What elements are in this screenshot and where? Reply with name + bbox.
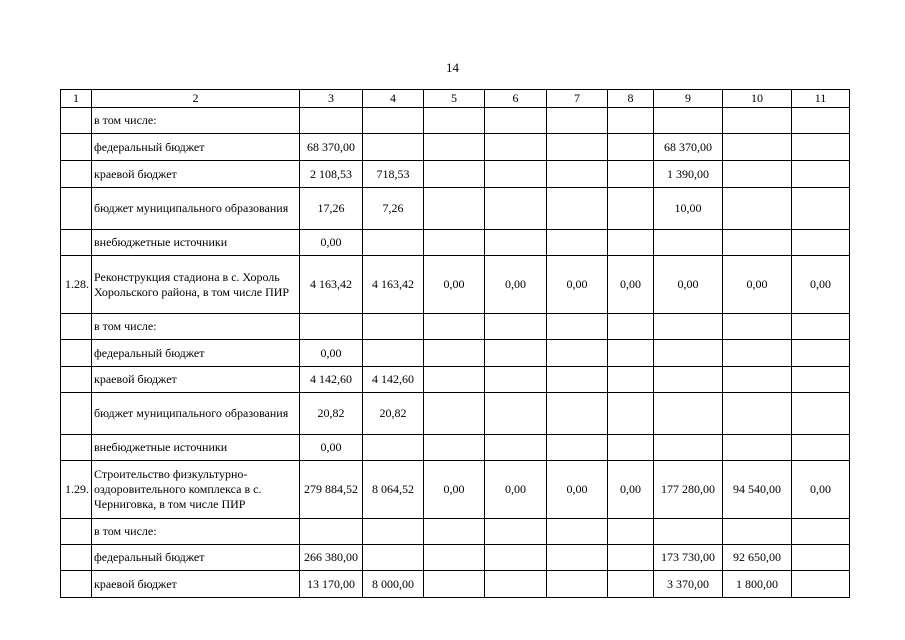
value-cell: 8 000,00	[363, 571, 424, 598]
value-cell	[792, 340, 850, 367]
value-cell	[424, 108, 485, 134]
value-cell: 1 800,00	[723, 571, 792, 598]
value-cell	[723, 108, 792, 134]
value-cell	[654, 435, 723, 461]
value-cell	[792, 545, 850, 571]
value-cell: 0,00	[723, 256, 792, 314]
value-cell: 0,00	[485, 256, 547, 314]
value-cell	[547, 340, 608, 367]
value-cell	[654, 367, 723, 393]
row-number-cell	[61, 519, 92, 545]
value-cell	[654, 314, 723, 340]
row-number-cell	[61, 545, 92, 571]
row-name-cell: Строительство физкультурно-оздоровительного комплекса в с. Черниговка, в том числе ПИР	[92, 461, 300, 519]
value-cell	[424, 435, 485, 461]
row-name-cell: бюджет муниципального образования	[92, 393, 300, 435]
value-cell: 0,00	[300, 340, 363, 367]
value-cell	[792, 519, 850, 545]
value-cell: 0,00	[792, 256, 850, 314]
value-cell: 718,53	[363, 161, 424, 188]
value-cell	[424, 393, 485, 435]
row-number-cell	[61, 161, 92, 188]
value-cell: 17,26	[300, 188, 363, 230]
value-cell	[424, 545, 485, 571]
value-cell	[547, 134, 608, 161]
row-number-cell	[61, 367, 92, 393]
value-cell	[547, 571, 608, 598]
row-number-cell	[61, 134, 92, 161]
value-cell: 4 163,42	[363, 256, 424, 314]
value-cell	[792, 188, 850, 230]
value-cell	[485, 340, 547, 367]
value-cell	[608, 435, 654, 461]
value-cell: 266 380,00	[300, 545, 363, 571]
value-cell	[424, 571, 485, 598]
value-cell	[547, 188, 608, 230]
table-row	[61, 435, 850, 461]
value-cell	[547, 108, 608, 134]
value-cell	[363, 108, 424, 134]
value-cell	[654, 340, 723, 367]
value-cell	[723, 519, 792, 545]
value-cell	[792, 435, 850, 461]
column-header: 11	[792, 90, 850, 108]
value-cell: 0,00	[485, 461, 547, 519]
value-cell	[792, 314, 850, 340]
value-cell: 0,00	[792, 461, 850, 519]
value-cell	[723, 314, 792, 340]
value-cell: 7,26	[363, 188, 424, 230]
table-row	[61, 571, 850, 598]
value-cell	[485, 545, 547, 571]
value-cell	[547, 393, 608, 435]
value-cell: 20,82	[300, 393, 363, 435]
value-cell: 0,00	[300, 435, 363, 461]
value-cell	[300, 519, 363, 545]
row-name-cell: федеральный бюджет	[92, 340, 300, 367]
value-cell	[363, 230, 424, 256]
row-name-cell: внебюджетные источники	[92, 435, 300, 461]
value-cell	[792, 367, 850, 393]
value-cell	[424, 314, 485, 340]
column-header: 9	[654, 90, 723, 108]
value-cell	[363, 545, 424, 571]
value-cell	[363, 435, 424, 461]
value-cell	[723, 161, 792, 188]
table-row	[61, 256, 850, 314]
column-header: 6	[485, 90, 547, 108]
value-cell: 177 280,00	[654, 461, 723, 519]
value-cell: 0,00	[424, 256, 485, 314]
value-cell: 0,00	[547, 461, 608, 519]
value-cell	[485, 230, 547, 256]
value-cell	[485, 519, 547, 545]
row-number-cell	[61, 230, 92, 256]
table-row	[61, 188, 850, 230]
value-cell	[723, 340, 792, 367]
value-cell	[723, 367, 792, 393]
value-cell	[485, 188, 547, 230]
value-cell	[792, 230, 850, 256]
value-cell	[363, 340, 424, 367]
row-name-cell: краевой бюджет	[92, 367, 300, 393]
value-cell: 92 650,00	[723, 545, 792, 571]
column-header: 1	[61, 90, 92, 108]
value-cell	[792, 134, 850, 161]
value-cell	[485, 314, 547, 340]
table-row	[61, 108, 850, 134]
value-cell	[547, 161, 608, 188]
row-number-cell: 1.29.	[61, 461, 92, 519]
row-name-cell: федеральный бюджет	[92, 545, 300, 571]
value-cell: 279 884,52	[300, 461, 363, 519]
value-cell: 13 170,00	[300, 571, 363, 598]
value-cell	[608, 108, 654, 134]
row-number-cell	[61, 108, 92, 134]
value-cell	[424, 340, 485, 367]
value-cell	[547, 545, 608, 571]
value-cell: 0,00	[654, 256, 723, 314]
value-cell	[723, 134, 792, 161]
value-cell: 0,00	[424, 461, 485, 519]
value-cell: 3 370,00	[654, 571, 723, 598]
value-cell: 20,82	[363, 393, 424, 435]
value-cell	[608, 188, 654, 230]
value-cell	[363, 519, 424, 545]
table-row	[61, 545, 850, 571]
column-header: 5	[424, 90, 485, 108]
row-name-cell: в том числе:	[92, 108, 300, 134]
value-cell	[608, 393, 654, 435]
value-cell: 68 370,00	[300, 134, 363, 161]
table-row	[61, 340, 850, 367]
row-number-cell	[61, 435, 92, 461]
row-number-cell: 1.28.	[61, 256, 92, 314]
value-cell	[485, 393, 547, 435]
value-cell: 4 142,60	[300, 367, 363, 393]
value-cell	[485, 108, 547, 134]
value-cell: 1 390,00	[654, 161, 723, 188]
value-cell	[547, 314, 608, 340]
value-cell: 10,00	[654, 188, 723, 230]
value-cell	[485, 367, 547, 393]
value-cell	[608, 340, 654, 367]
table-row	[61, 519, 850, 545]
value-cell	[792, 108, 850, 134]
value-cell: 4 163,42	[300, 256, 363, 314]
value-cell	[608, 314, 654, 340]
value-cell: 2 108,53	[300, 161, 363, 188]
value-cell	[485, 435, 547, 461]
value-cell	[363, 314, 424, 340]
value-cell: 0,00	[608, 461, 654, 519]
column-header-row	[61, 90, 850, 108]
value-cell	[608, 545, 654, 571]
value-cell	[300, 108, 363, 134]
value-cell	[547, 367, 608, 393]
value-cell	[424, 134, 485, 161]
column-header: 4	[363, 90, 424, 108]
table-row	[61, 161, 850, 188]
row-name-cell: в том числе:	[92, 519, 300, 545]
value-cell: 68 370,00	[654, 134, 723, 161]
row-name-cell: бюджет муниципального образования	[92, 188, 300, 230]
value-cell	[424, 230, 485, 256]
value-cell	[424, 367, 485, 393]
table-row	[61, 314, 850, 340]
value-cell	[723, 435, 792, 461]
column-header: 3	[300, 90, 363, 108]
value-cell	[723, 188, 792, 230]
value-cell	[547, 230, 608, 256]
value-cell	[424, 188, 485, 230]
row-name-cell: в том числе:	[92, 314, 300, 340]
row-number-cell	[61, 314, 92, 340]
value-cell	[654, 108, 723, 134]
value-cell	[485, 134, 547, 161]
value-cell	[608, 161, 654, 188]
value-cell: 0,00	[608, 256, 654, 314]
value-cell: 173 730,00	[654, 545, 723, 571]
row-name-cell: Реконструкция стадиона в с. Хороль Хорольского района, в том числе ПИР	[92, 256, 300, 314]
row-name-cell: краевой бюджет	[92, 571, 300, 598]
value-cell	[654, 393, 723, 435]
value-cell	[608, 230, 654, 256]
value-cell	[363, 134, 424, 161]
value-cell	[608, 367, 654, 393]
value-cell: 4 142,60	[363, 367, 424, 393]
table-row	[61, 230, 850, 256]
row-name-cell: федеральный бюджет	[92, 134, 300, 161]
table-row	[61, 134, 850, 161]
row-number-cell	[61, 393, 92, 435]
value-cell	[608, 571, 654, 598]
value-cell	[792, 161, 850, 188]
value-cell	[608, 519, 654, 545]
table-row	[61, 393, 850, 435]
column-header: 2	[92, 90, 300, 108]
value-cell	[300, 314, 363, 340]
row-name-cell: внебюджетные источники	[92, 230, 300, 256]
value-cell	[723, 393, 792, 435]
value-cell: 94 540,00	[723, 461, 792, 519]
value-cell	[608, 134, 654, 161]
row-number-cell	[61, 340, 92, 367]
column-header: 10	[723, 90, 792, 108]
row-number-cell	[61, 188, 92, 230]
value-cell	[424, 161, 485, 188]
value-cell	[485, 571, 547, 598]
value-cell	[792, 393, 850, 435]
value-cell	[654, 519, 723, 545]
page-number: 14	[446, 60, 459, 75]
value-cell: 0,00	[547, 256, 608, 314]
value-cell	[485, 161, 547, 188]
table-row	[61, 367, 850, 393]
value-cell	[424, 519, 485, 545]
value-cell	[547, 519, 608, 545]
budget-table	[60, 89, 850, 598]
value-cell	[547, 435, 608, 461]
value-cell	[654, 230, 723, 256]
row-number-cell	[61, 571, 92, 598]
value-cell: 8 064,52	[363, 461, 424, 519]
row-name-cell: краевой бюджет	[92, 161, 300, 188]
column-header: 8	[608, 90, 654, 108]
table-row	[61, 461, 850, 519]
value-cell: 0,00	[300, 230, 363, 256]
column-header: 7	[547, 90, 608, 108]
value-cell	[792, 571, 850, 598]
value-cell	[723, 230, 792, 256]
